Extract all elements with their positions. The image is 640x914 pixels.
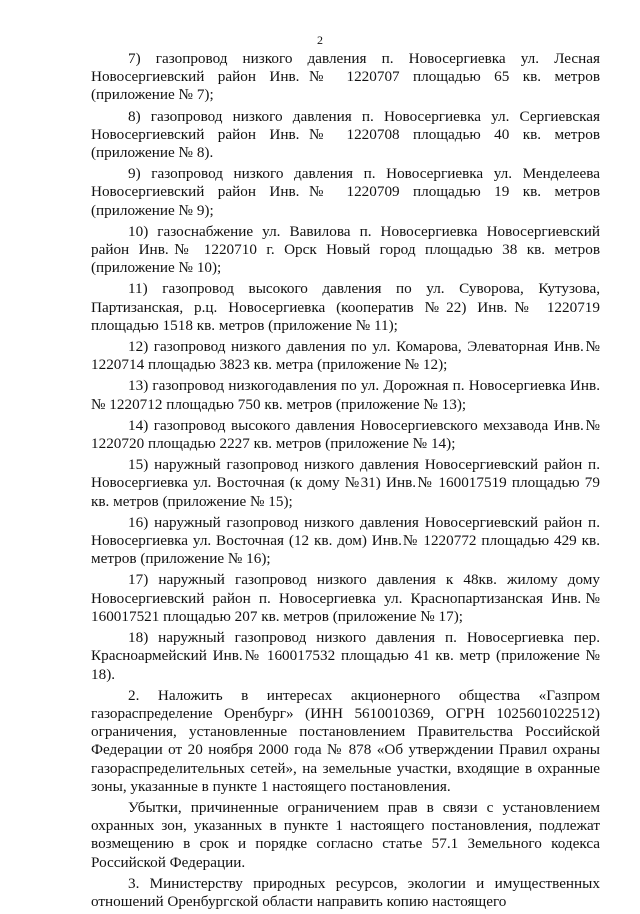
list-item-12: 12) газопровод низкого давления по ул. Комарова, Элеваторная Инв.№ 1220714 площадью 3823 кв. метра (приложение № 12); bbox=[91, 338, 600, 374]
list-item-18: 18) наружный газопровод низкого давления п. Новосергиевка пер. Красноармейский Инв.№ 160017532 площадью 41 кв. метр (приложение № 18). bbox=[91, 629, 600, 683]
list-item-15: 15) наружный газопровод низкого давления Новосергиевский район п. Новосергиевка ул. Восточная (к дому №31) Инв.№ 160017519 площадью 79 кв. метров (приложение № 15); bbox=[91, 456, 600, 510]
clause-3-paragraph: 3. Министерству природных ресурсов, экологии и имущественных отношений Оренбургской области направить копию настоящего bbox=[91, 874, 600, 910]
list-item-9: 9) газопровод низкого давления п. Новосергиевка ул. Менделеева Новосергиевский район Инв.№ 1220709 площадью 19 кв. метров (приложение № 9); bbox=[91, 165, 600, 219]
list-item-11: 11) газопровод высокого давления по ул. Суворова, Кутузова, Партизанская, р.ц. Новосергиевка (кооператив №22) Инв.№ 1220719 площадью 1518 кв. метров (приложение № 11); bbox=[91, 280, 600, 334]
list-item-10: 10) газоснабжение ул. Вавилова п. Новосергиевка Новосергиевский район Инв.№ 1220710 г. Орск Новый город площадью 38 кв. метров (приложение № 10); bbox=[91, 222, 600, 277]
list-item-7: 7) газопровод низкого давления п. Новосергиевка ул. Лесная Новосергиевский район Инв.№ 1220707 площадью 65 кв. метров (приложение № 7); bbox=[91, 50, 600, 104]
list-item-14: 14) газопровод высокого давления Новосергиевского мехзавода Инв.№ 1220720 площадью 2227 кв. метров (приложение № 14); bbox=[91, 416, 600, 453]
list-item-16: 16) наружный газопровод низкого давления Новосергиевский район п. Новосергиевка ул. Восточная (12 кв. дом) Инв.№ 1220772 площадью 429 кв. метров (приложение № 16); bbox=[91, 513, 600, 568]
list-item-17: 17) наружный газопровод низкого давления к 48кв. жилому дому Новосергиевский район п. Новосергиевка ул. Краснопартизанская Инв.№ 160017521 площадью 207 кв. метров (приложение № 17); bbox=[91, 571, 600, 625]
list-item-13: 13) газопровод низкогодавления по ул. Дорожная п. Новосергиевка Инв.№ 1220712 площадью 750 кв. метров (приложение № 13); bbox=[91, 377, 600, 413]
losses-paragraph: Убытки, причиненные ограничением прав в связи с установлением охранных зон, указанных в пункте 1 настоящего постановления, подлежат возмещению в срок и порядке согласно статье 57.1 Земельного кодекса Российской Федерации. bbox=[91, 798, 600, 871]
page-number: 2 bbox=[317, 33, 323, 47]
clause-2-paragraph: 2. Наложить в интересах акционерного общества «Газпром газораспределение Оренбург» (ИНН 5610010369, ОГРН 1025601022512) ограничения, установленные постановлением Правительства Российской Федерации от 20 ноября 2000 года № 878 «Об утверждении Правил охраны газораспределительных сетей», на земельные участки, входящие в охранные зоны, указанные в пункте 1 настоящего постановления. bbox=[91, 686, 600, 795]
document-body bbox=[91, 50, 600, 914]
list-item-8: 8) газопровод низкого давления п. Новосергиевка ул. Сергиевская Новосергиевский район Инв.№ 1220708 площадью 40 кв. метров (приложение № 8). bbox=[91, 107, 600, 162]
